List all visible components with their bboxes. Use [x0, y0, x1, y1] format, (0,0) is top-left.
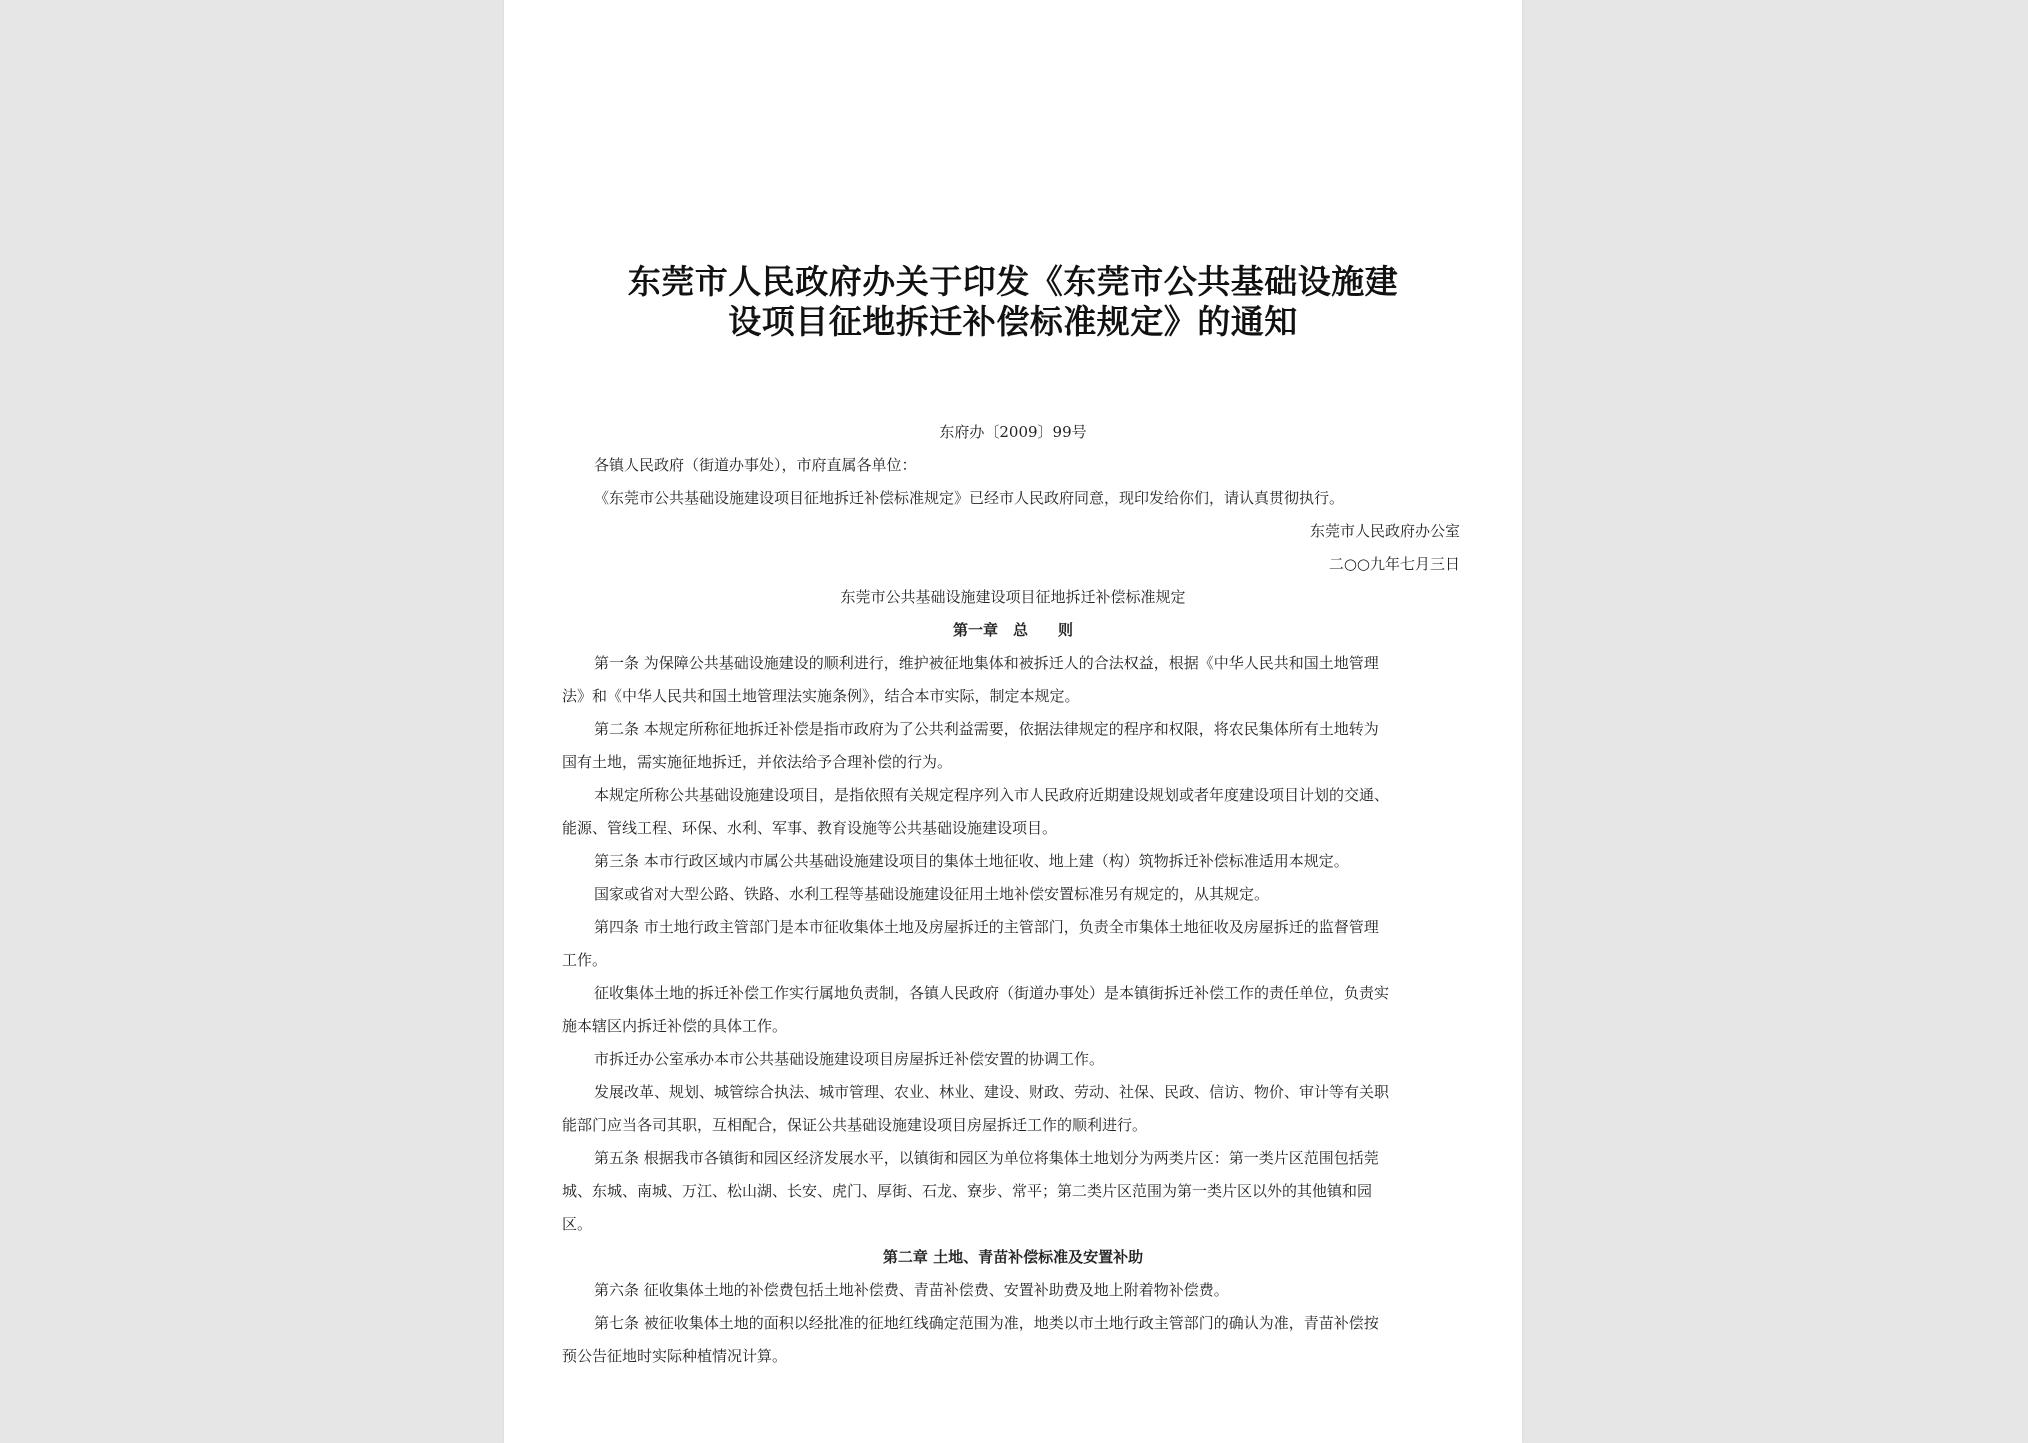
- addressee: 各镇人民政府（街道办事处），市府直属各单位：: [594, 456, 917, 474]
- article-2-para-2-line-1: 本规定所称公共基础设施建设项目，是指依照有关规定程序列入市人民政府近期建设规划或者年度建设项目计划的交通、: [594, 786, 1390, 804]
- article-4-para-3: 市拆迁办公室承办本市公共基础设施建设项目房屋拆迁补偿安置的协调工作。: [594, 1050, 1105, 1068]
- article-4-para-2-line-2: 施本辖区内拆迁补偿的具体工作。: [562, 1017, 788, 1035]
- article-6: 第六条 征收集体土地的补偿费包括土地补偿费、青苗补偿费、安置补助费及地上附着物补偿费。: [594, 1281, 1229, 1299]
- article-4-line-2: 工作。: [562, 951, 608, 969]
- document-number: 东府办〔2009〕99号: [939, 423, 1087, 441]
- article-4-para-4-line-2: 能部门应当各司其职，互相配合，保证公共基础设施建设项目房屋拆迁工作的顺利进行。: [562, 1116, 1148, 1134]
- issue-date: 二○○九年七月三日: [1328, 555, 1460, 573]
- article-5-line-1: 第五条 根据我市各镇街和园区经济发展水平，以镇街和园区为单位将集体土地划分为两类片区：第一类片区范围包括莞: [594, 1149, 1379, 1167]
- regulation-title: 东莞市公共基础设施建设项目征地拆迁补偿标准规定: [840, 588, 1186, 606]
- title-line-1: 东莞市人民政府办关于印发《东莞市公共基础设施建: [627, 262, 1399, 301]
- article-1-line-1: 第一条 为保障公共基础设施建设的顺利进行，维护被征地集体和被拆迁人的合法权益，根据《中华人民共和国土地管理: [594, 654, 1379, 672]
- article-3-para-2: 国家或省对大型公路、铁路、水利工程等基础设施建设征用土地补偿安置标准另有规定的，从其规定。: [594, 885, 1270, 903]
- issuer: 东莞市人民政府办公室: [1309, 522, 1460, 540]
- document-title: [544, 262, 1482, 342]
- article-4-para-2-line-1: 征收集体土地的拆迁补偿工作实行属地负责制，各镇人民政府（街道办事处）是本镇街拆迁补偿工作的责任单位，负责实: [594, 984, 1390, 1002]
- document-page: [504, 0, 1522, 1443]
- article-1-line-2: 法》和《中华人民共和国土地管理法实施条例》，结合本市实际，制定本规定。: [562, 687, 1080, 705]
- article-5-line-3: 区。: [562, 1215, 593, 1233]
- article-5-line-2: 城、东城、南城、万江、松山湖、长安、虎门、厚街、石龙、寮步、常平；第二类片区范围为第一类片区以外的其他镇和园: [562, 1182, 1373, 1200]
- article-7-line-1: 第七条 被征收集体土地的面积以经批准的征地红线确定范围为准，地类以市土地行政主管部门的确认为准，青苗补偿按: [594, 1314, 1379, 1332]
- chapter-1-heading: 第一章 总 则: [952, 621, 1073, 639]
- article-4-para-4-line-1: 发展改革、规划、城管综合执法、城市管理、农业、林业、建设、财政、劳动、社保、民政、信访、物价、审计等有关职: [594, 1083, 1390, 1101]
- article-2-line-1: 第二条 本规定所称征地拆迁补偿是指市政府为了公共利益需要，依据法律规定的程序和权限，将农民集体所有土地转为: [594, 720, 1379, 738]
- article-7-line-2: 预公告征地时实际种植情况计算。: [562, 1347, 788, 1365]
- chapter-2-heading: 第二章 土地、青苗补偿标准及安置补助: [882, 1248, 1144, 1266]
- article-4-line-1: 第四条 市土地行政主管部门是本市征收集体土地及房屋拆迁的主管部门，负责全市集体土地征收及房屋拆迁的监督管理: [594, 918, 1379, 936]
- intro-paragraph: 《东莞市公共基础设施建设项目征地拆迁补偿标准规定》已经市人民政府同意，现印发给你们，请认真贯彻执行。: [594, 489, 1345, 507]
- article-3: 第三条 本市行政区域内市属公共基础设施建设项目的集体土地征收、地上建（构）筑物拆迁补偿标准适用本规定。: [594, 852, 1349, 870]
- article-2-para-2-line-2: 能源、管线工程、环保、水利、军事、教育设施等公共基础设施建设项目。: [562, 819, 1058, 837]
- article-2-line-2: 国有土地，需实施征地拆迁，并依法给予合理补偿的行为。: [562, 753, 953, 771]
- title-line-2: 设项目征地拆迁补偿标准规定》的通知: [728, 302, 1298, 341]
